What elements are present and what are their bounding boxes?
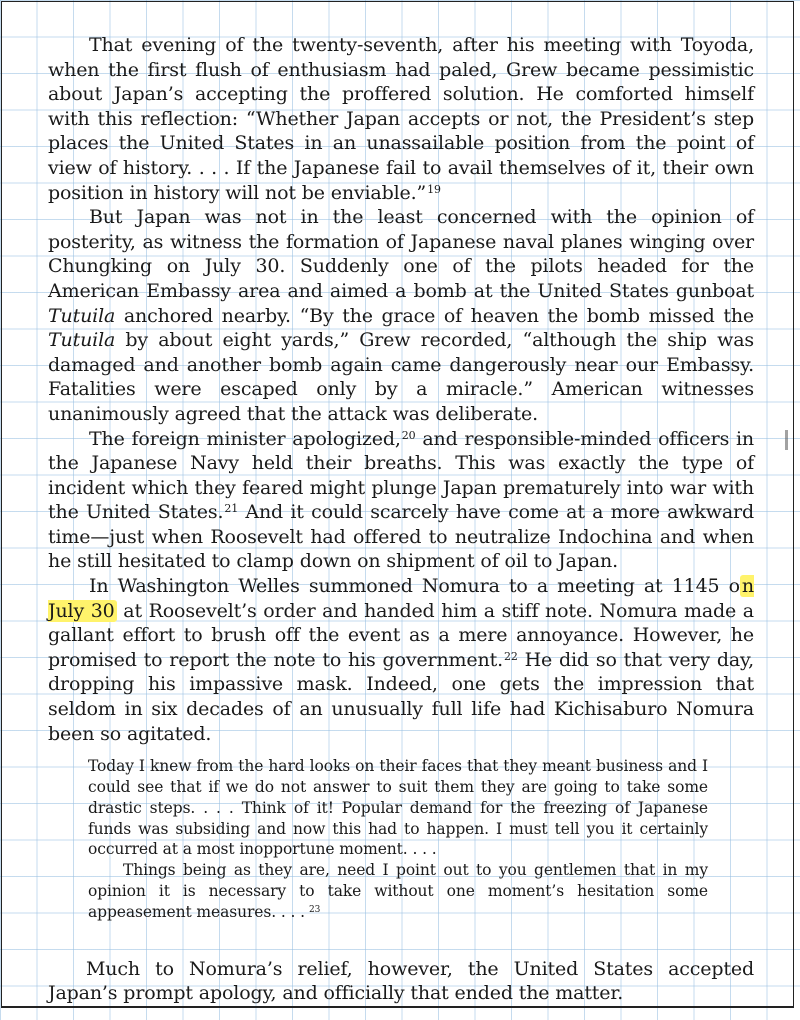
document-body xyxy=(48,33,754,1006)
paragraph-4-text-c: He did so that very day, dropping his impassive mask. Indeed, one gets the impression that seldom in six decades of an unusually full life had Kichisaburo Nomura been so agitated. xyxy=(48,648,754,745)
paragraph-3-text-c: And it could scarcely have come at a more awkward time—just when Roosevelt had offered to neutralize Indochina and when he still hesitated to clamp down on shipment of oil to Japan. xyxy=(48,501,755,573)
paragraph-4-text-b: at Roosevelt’s order and handed him a stiff note. Nomura made a gallant effort to brush off the event as a mere annoyance. However, he promised to report the note to his government. xyxy=(48,599,754,671)
paragraph-2 xyxy=(48,205,754,426)
closing-paragraph: Much to Nomura’s relief, however, the United States accepted Japan’s prompt apology, and officially that ended the matter. xyxy=(48,957,754,1005)
paragraph-4-text-a: In Washington Welles summoned Nomura to a meeting at 1145 o xyxy=(89,575,740,598)
paragraph-1-text: That evening of the twenty-seventh, after his meeting with Toyoda, when the first flush of enthusiasm had paled, Grew became pessimistic about Japan’s accepting the proffered solution. He comforted himself with this reflection: “Whether Japan accepts or not, the President’s step places the United States in an unassailable position from the point of view of history. . . . If the Japanese fail to avail themselves of it, their own position in history will not be enviable.” xyxy=(48,34,754,204)
ship-name-tutuila-2: Tutuila xyxy=(48,329,116,352)
paragraph-4 xyxy=(48,574,754,746)
paragraph-1 xyxy=(48,33,754,205)
ship-name-tutuila: Tutuila xyxy=(48,304,116,327)
paragraph-3-text-b: and responsible-minded officers in the Japanese Navy held their breaths. This was exactly the type of incident which they feared might plunge Japan prematurely into war with the United States. xyxy=(48,427,754,524)
footnote-23: 23 xyxy=(309,904,321,915)
paragraph-2-text-c: by about eight yards,” Grew recorded, “although the ship was damaged and another bomb again came dangerously near our Embassy. Fatalities were escaped only by a miracle.” American witnesses unanimously agreed that the attack was deliberate. xyxy=(48,329,754,425)
highlighted-date: n July 30 xyxy=(48,575,754,622)
quote-paragraph-1: Today I knew from the hard looks on their faces that they meant business and I could see that if we do not answer to suit them they are going to take some drastic steps. . . . Think of it! Popular demand for the freezing of Japanese funds was subsiding and now this had to happen. I must tell you it certainly occurred at a most inopportune moment. . . . xyxy=(88,757,708,859)
closing-text xyxy=(48,957,754,1006)
scan-mark xyxy=(785,430,788,450)
paragraph-2-text-a: But Japan was not in the least concerned with the opinion of posterity, as witness the formation of Japanese naval planes winging over Chungking on July 30. Suddenly one of the pilots headed for the American Embassy area and aimed a bomb at the United States gunboat xyxy=(48,206,754,302)
paragraph-2-text-b: anchored nearby. “By the grace of heaven the bomb missed the xyxy=(115,304,754,327)
footnote-21: 21 xyxy=(224,502,239,516)
quote-paragraph-2 xyxy=(88,860,708,922)
quote-paragraph-2-text: Things being as they are, need I point out to you gentlemen that in my opinion it is necessary to take without one moment’s hesitation some appeasement measures. . . . xyxy=(88,861,708,921)
paragraph-3-text-a: The foreign minister apologized, xyxy=(89,427,401,450)
footnote-20: 20 xyxy=(401,428,416,442)
paragraph-3 xyxy=(48,427,754,575)
block-quote xyxy=(88,756,708,922)
main-text xyxy=(48,33,754,746)
footnote-19: 19 xyxy=(427,182,441,196)
footnote-22: 22 xyxy=(503,649,518,663)
